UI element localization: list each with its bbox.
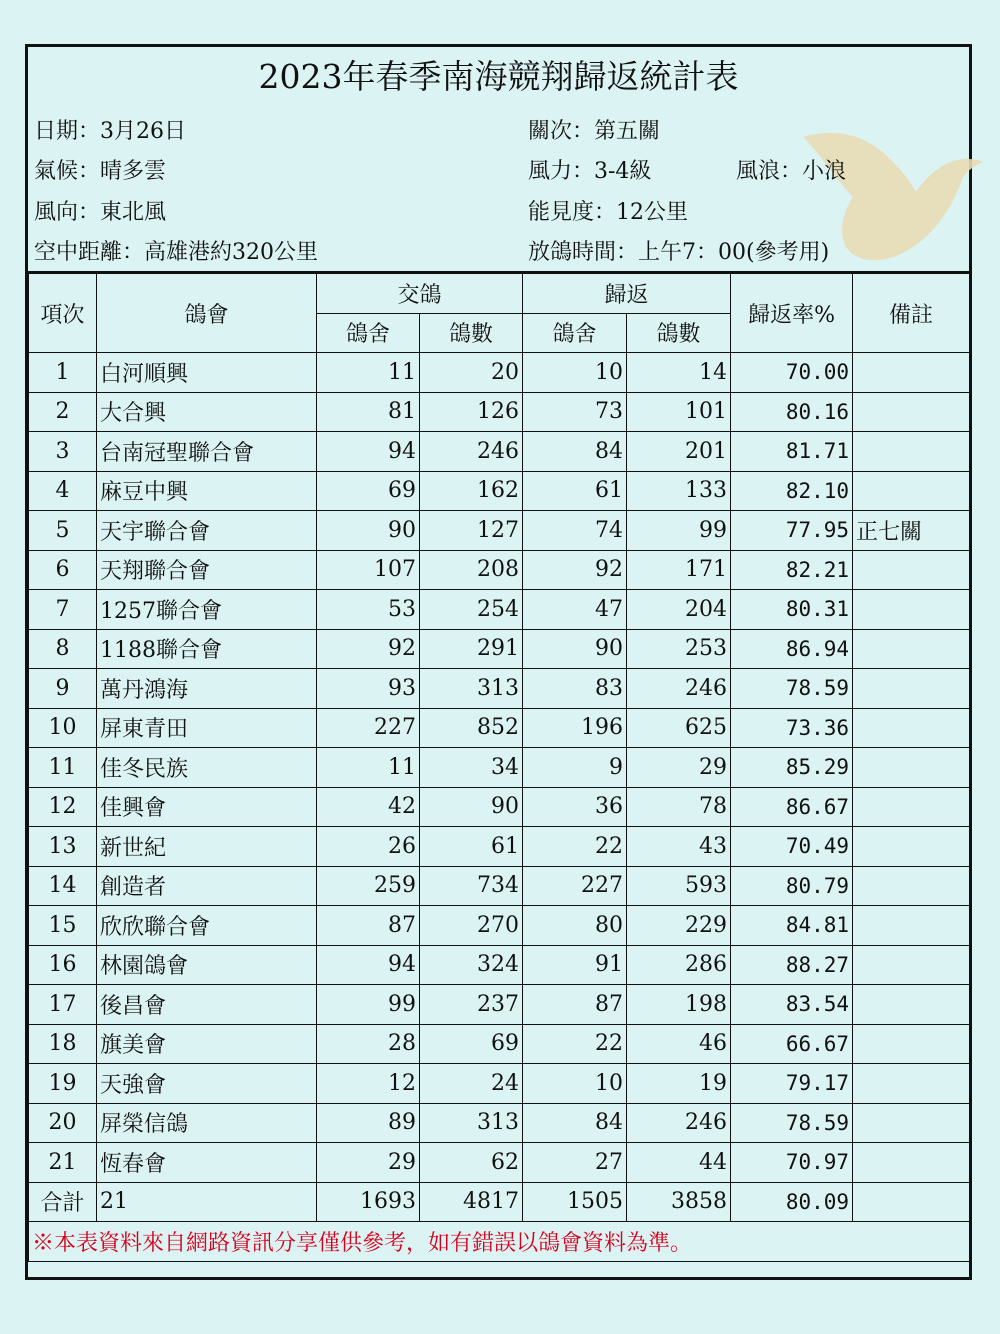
row-entered-lofts: 11 (317, 353, 420, 393)
row-remark (853, 1103, 970, 1143)
row-remark (853, 590, 970, 630)
row-returned-birds: 171 (627, 550, 731, 590)
row-entered-lofts: 99 (317, 985, 420, 1025)
total-label: 合計 (29, 1182, 97, 1222)
row-item-number: 15 (29, 906, 97, 946)
row-returned-lofts: 10 (523, 1064, 627, 1104)
info-release-time: 放鴿時間：上午7：00(參考用) (528, 240, 830, 265)
row-returned-birds: 43 (627, 827, 731, 867)
row-entered-lofts: 93 (317, 669, 420, 709)
header-rate: 歸返率% (731, 273, 853, 353)
row-club-name: 佳冬民族 (97, 748, 317, 788)
row-item-number: 5 (29, 511, 97, 551)
info-waves: 風浪：小浪 (736, 159, 847, 184)
row-return-rate: 82.10 (731, 471, 853, 511)
row-returned-lofts: 227 (523, 866, 627, 906)
row-returned-birds: 29 (627, 748, 731, 788)
row-return-rate: 70.97 (731, 1143, 853, 1183)
row-returned-lofts: 84 (523, 432, 627, 472)
row-returned-lofts: 73 (523, 392, 627, 432)
table-row (29, 1103, 970, 1143)
row-item-number: 20 (29, 1103, 97, 1143)
row-return-rate: 88.27 (731, 945, 853, 985)
row-remark (853, 1024, 970, 1064)
header-returned-birds: 鴿數 (627, 313, 731, 353)
row-remark (853, 550, 970, 590)
row-returned-lofts: 80 (523, 906, 627, 946)
row-return-rate: 82.21 (731, 550, 853, 590)
table-row (29, 353, 970, 393)
row-entered-birds: 162 (420, 471, 523, 511)
row-entered-lofts: 53 (317, 590, 420, 630)
row-club-name: 後昌會 (97, 985, 317, 1025)
row-item-number: 10 (29, 708, 97, 748)
row-returned-birds: 593 (627, 866, 731, 906)
row-remark (853, 945, 970, 985)
row-entered-birds: 61 (420, 827, 523, 867)
row-returned-birds: 201 (627, 432, 731, 472)
row-returned-birds: 19 (627, 1064, 731, 1104)
row-club-name: 1257聯合會 (97, 590, 317, 630)
row-returned-lofts: 22 (523, 827, 627, 867)
results-table (28, 271, 970, 1262)
row-club-name: 萬丹鴻海 (97, 669, 317, 709)
total-remark (853, 1182, 970, 1222)
table-row (29, 432, 970, 472)
info-climate: 氣候：晴多雲 (34, 159, 167, 184)
row-item-number: 9 (29, 669, 97, 709)
row-club-name: 天翔聯合會 (97, 550, 317, 590)
row-returned-lofts: 91 (523, 945, 627, 985)
row-club-name: 欣欣聯合會 (97, 906, 317, 946)
row-entered-lofts: 90 (317, 511, 420, 551)
row-return-rate: 81.71 (731, 432, 853, 472)
table-row (29, 590, 970, 630)
footnote: ※本表資料來自網路資訊分享僅供參考，如有錯誤以鴿會資料為準。 (29, 1222, 970, 1262)
table-row (29, 550, 970, 590)
row-remark (853, 906, 970, 946)
total-entered-lofts: 1693 (317, 1182, 420, 1222)
info-wind-force: 風力：3-4級 (528, 159, 652, 184)
row-entered-lofts: 11 (317, 748, 420, 788)
row-returned-lofts: 87 (523, 985, 627, 1025)
row-item-number: 14 (29, 866, 97, 906)
row-entered-lofts: 12 (317, 1064, 420, 1104)
header-club: 鴿會 (97, 273, 317, 353)
row-entered-lofts: 94 (317, 432, 420, 472)
table-row (29, 1064, 970, 1104)
row-entered-birds: 126 (420, 392, 523, 432)
header-entered-birds: 鴿數 (420, 313, 523, 353)
total-returned-lofts: 1505 (523, 1182, 627, 1222)
row-entered-lofts: 42 (317, 787, 420, 827)
row-returned-lofts: 92 (523, 550, 627, 590)
header-entered-lofts: 鴿舍 (317, 313, 420, 353)
row-entered-lofts: 81 (317, 392, 420, 432)
row-returned-lofts: 27 (523, 1143, 627, 1183)
row-entered-birds: 254 (420, 590, 523, 630)
row-entered-birds: 208 (420, 550, 523, 590)
row-club-name: 1188聯合會 (97, 629, 317, 669)
total-entered-birds: 4817 (420, 1182, 523, 1222)
row-entered-lofts: 92 (317, 629, 420, 669)
row-item-number: 16 (29, 945, 97, 985)
row-return-rate: 86.67 (731, 787, 853, 827)
row-return-rate: 80.31 (731, 590, 853, 630)
row-remark (853, 787, 970, 827)
row-returned-birds: 625 (627, 708, 731, 748)
row-return-rate: 73.36 (731, 708, 853, 748)
row-entered-lofts: 26 (317, 827, 420, 867)
row-entered-lofts: 259 (317, 866, 420, 906)
row-remark (853, 471, 970, 511)
row-returned-birds: 246 (627, 669, 731, 709)
row-return-rate: 77.95 (731, 511, 853, 551)
row-returned-birds: 101 (627, 392, 731, 432)
row-entered-birds: 324 (420, 945, 523, 985)
row-club-name: 佳興會 (97, 787, 317, 827)
table-row (29, 1024, 970, 1064)
row-item-number: 6 (29, 550, 97, 590)
table-row (29, 748, 970, 788)
row-returned-birds: 14 (627, 353, 731, 393)
table-row (29, 827, 970, 867)
row-entered-birds: 127 (420, 511, 523, 551)
table-row (29, 471, 970, 511)
row-returned-birds: 78 (627, 787, 731, 827)
row-return-rate: 78.59 (731, 669, 853, 709)
row-club-name: 屏榮信鴿 (97, 1103, 317, 1143)
row-remark (853, 1143, 970, 1183)
total-rate: 80.09 (731, 1182, 853, 1222)
row-returned-birds: 46 (627, 1024, 731, 1064)
page-title: 2023年春季南海競翔歸返統計表 (258, 57, 739, 96)
table-row (29, 392, 970, 432)
row-return-rate: 70.49 (731, 827, 853, 867)
total-row (29, 1182, 970, 1222)
row-club-name: 旗美會 (97, 1024, 317, 1064)
statistics-sheet (25, 44, 972, 1280)
row-remark (853, 629, 970, 669)
row-item-number: 19 (29, 1064, 97, 1104)
header-entered: 交鴿 (317, 273, 523, 314)
row-return-rate: 79.17 (731, 1064, 853, 1104)
row-return-rate: 86.94 (731, 629, 853, 669)
header-returned: 歸返 (523, 273, 731, 314)
row-return-rate: 78.59 (731, 1103, 853, 1143)
row-remark (853, 748, 970, 788)
row-entered-lofts: 94 (317, 945, 420, 985)
table-row (29, 906, 970, 946)
row-entered-lofts: 28 (317, 1024, 420, 1064)
row-club-name: 恆春會 (97, 1143, 317, 1183)
row-returned-birds: 198 (627, 985, 731, 1025)
row-entered-lofts: 89 (317, 1103, 420, 1143)
row-returned-lofts: 84 (523, 1103, 627, 1143)
row-item-number: 4 (29, 471, 97, 511)
row-entered-birds: 734 (420, 866, 523, 906)
row-returned-lofts: 36 (523, 787, 627, 827)
row-returned-birds: 229 (627, 906, 731, 946)
header-item: 項次 (29, 273, 97, 353)
total-club-count: 21 (97, 1182, 317, 1222)
row-remark: 正七關 (853, 511, 970, 551)
row-return-rate: 83.54 (731, 985, 853, 1025)
info-visibility: 能見度：12公里 (528, 200, 688, 225)
row-returned-lofts: 22 (523, 1024, 627, 1064)
row-entered-lofts: 69 (317, 471, 420, 511)
row-remark (853, 985, 970, 1025)
row-club-name: 屏東青田 (97, 708, 317, 748)
row-item-number: 7 (29, 590, 97, 630)
info-wind-direction: 風向：東北風 (34, 200, 167, 225)
table-row (29, 669, 970, 709)
row-returned-lofts: 196 (523, 708, 627, 748)
row-entered-birds: 313 (420, 669, 523, 709)
row-return-rate: 80.16 (731, 392, 853, 432)
table-row (29, 866, 970, 906)
row-return-rate: 70.00 (731, 353, 853, 393)
row-entered-birds: 246 (420, 432, 523, 472)
row-entered-birds: 313 (420, 1103, 523, 1143)
row-entered-birds: 34 (420, 748, 523, 788)
row-returned-birds: 133 (627, 471, 731, 511)
row-item-number: 21 (29, 1143, 97, 1183)
table-row (29, 787, 970, 827)
header-returned-lofts: 鴿舍 (523, 313, 627, 353)
row-entered-lofts: 227 (317, 708, 420, 748)
row-item-number: 18 (29, 1024, 97, 1064)
row-entered-birds: 237 (420, 985, 523, 1025)
row-entered-birds: 852 (420, 708, 523, 748)
row-returned-birds: 253 (627, 629, 731, 669)
row-club-name: 創造者 (97, 866, 317, 906)
row-item-number: 13 (29, 827, 97, 867)
row-entered-birds: 291 (420, 629, 523, 669)
row-item-number: 1 (29, 353, 97, 393)
row-item-number: 3 (29, 432, 97, 472)
table-row (29, 945, 970, 985)
row-returned-birds: 246 (627, 1103, 731, 1143)
row-club-name: 新世紀 (97, 827, 317, 867)
row-remark (853, 432, 970, 472)
row-remark (853, 866, 970, 906)
row-club-name: 林園鴿會 (97, 945, 317, 985)
total-returned-birds: 3858 (627, 1182, 731, 1222)
row-entered-birds: 24 (420, 1064, 523, 1104)
info-stage: 關次：第五關 (528, 119, 661, 144)
row-entered-birds: 270 (420, 906, 523, 946)
row-remark (853, 827, 970, 867)
row-club-name: 天強會 (97, 1064, 317, 1104)
row-return-rate: 80.79 (731, 866, 853, 906)
row-returned-birds: 286 (627, 945, 731, 985)
table-row (29, 985, 970, 1025)
row-remark (853, 392, 970, 432)
info-distance: 空中距離：高雄港約320公里 (34, 240, 318, 265)
row-returned-lofts: 74 (523, 511, 627, 551)
table-row (29, 629, 970, 669)
row-returned-lofts: 9 (523, 748, 627, 788)
row-returned-lofts: 61 (523, 471, 627, 511)
row-remark (853, 669, 970, 709)
table-row (29, 708, 970, 748)
info-date: 日期：3月26日 (34, 119, 186, 144)
row-item-number: 8 (29, 629, 97, 669)
row-entered-lofts: 87 (317, 906, 420, 946)
row-entered-birds: 20 (420, 353, 523, 393)
table-row (29, 511, 970, 551)
row-returned-lofts: 83 (523, 669, 627, 709)
row-entered-lofts: 107 (317, 550, 420, 590)
row-returned-lofts: 10 (523, 353, 627, 393)
row-remark (853, 1064, 970, 1104)
row-item-number: 12 (29, 787, 97, 827)
row-item-number: 2 (29, 392, 97, 432)
row-returned-lofts: 47 (523, 590, 627, 630)
row-return-rate: 84.81 (731, 906, 853, 946)
row-returned-birds: 44 (627, 1143, 731, 1183)
header-remark: 備註 (853, 273, 970, 353)
row-remark (853, 708, 970, 748)
row-club-name: 大合興 (97, 392, 317, 432)
row-club-name: 白河順興 (97, 353, 317, 393)
table-row (29, 1143, 970, 1183)
row-return-rate: 85.29 (731, 748, 853, 788)
row-entered-birds: 62 (420, 1143, 523, 1183)
row-item-number: 17 (29, 985, 97, 1025)
row-returned-lofts: 90 (523, 629, 627, 669)
row-entered-birds: 69 (420, 1024, 523, 1064)
row-club-name: 麻豆中興 (97, 471, 317, 511)
row-entered-lofts: 29 (317, 1143, 420, 1183)
row-return-rate: 66.67 (731, 1024, 853, 1064)
row-club-name: 天宇聯合會 (97, 511, 317, 551)
row-returned-birds: 204 (627, 590, 731, 630)
row-returned-birds: 99 (627, 511, 731, 551)
row-club-name: 台南冠聖聯合會 (97, 432, 317, 472)
row-entered-birds: 90 (420, 787, 523, 827)
row-remark (853, 353, 970, 393)
row-item-number: 11 (29, 748, 97, 788)
